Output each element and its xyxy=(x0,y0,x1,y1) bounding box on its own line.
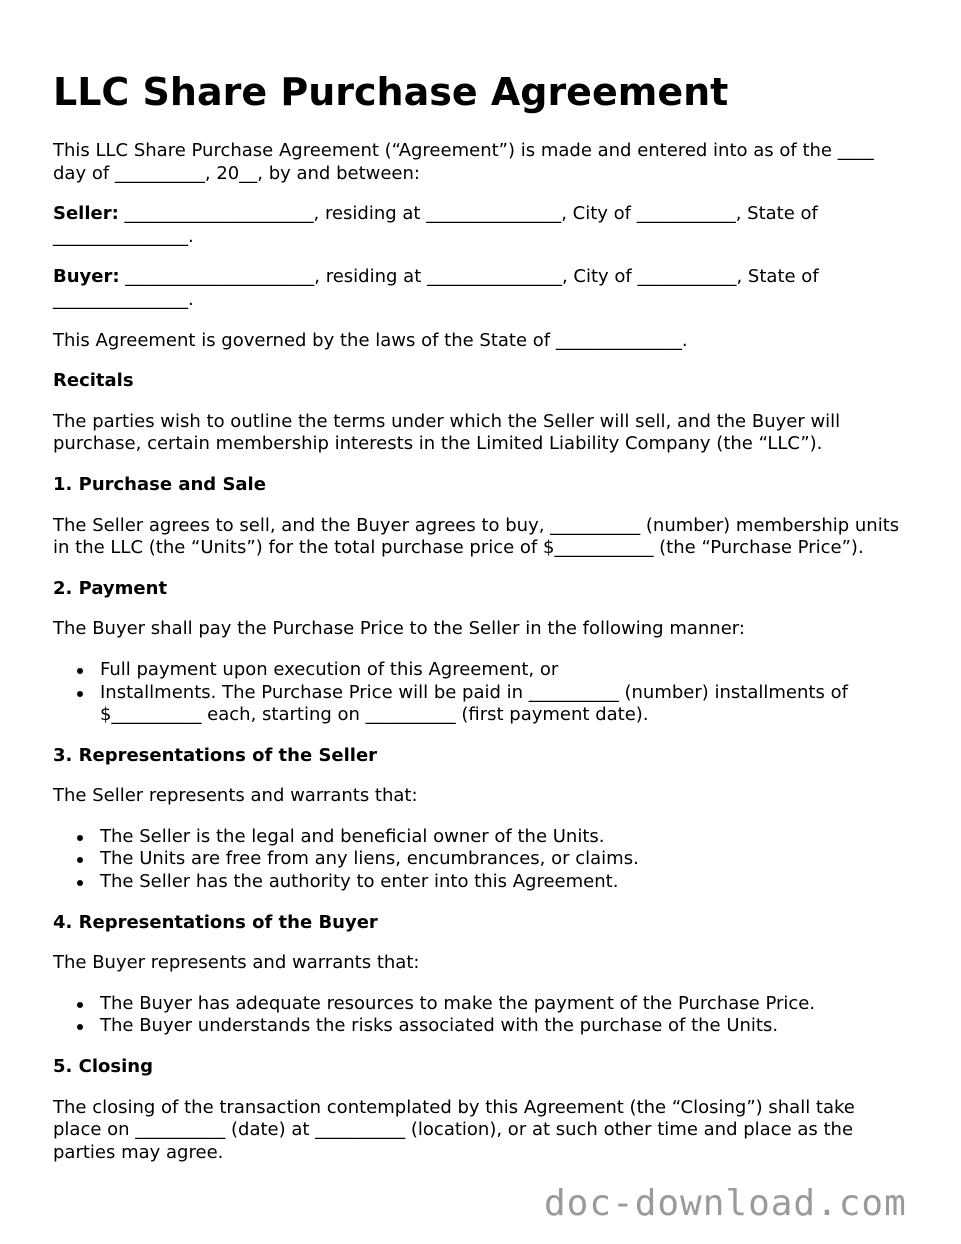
section-4-body: The Buyer represents and warrants that: xyxy=(53,952,420,974)
seller-details: _____________________, residing at _______________, City of ___________, State of _______________. xyxy=(53,203,818,247)
watermark: doc-download.com xyxy=(544,1183,907,1224)
seller-label: Seller: xyxy=(53,203,119,225)
document-page xyxy=(53,0,903,1164)
list-item: The Units are free from any liens, encumbrances, or claims. xyxy=(100,848,903,871)
intro-paragraph: This LLC Share Purchase Agreement (“Agreement”) is made and entered into as of the ____ day of __________, 20__, by and between: xyxy=(53,140,874,184)
list-item: Full payment upon execution of this Agreement, or xyxy=(100,659,903,682)
list-item: Installments. The Purchase Price will be paid in __________ (number) installments of $__________ each, starting on __________ (first payment date). xyxy=(100,682,903,727)
buyer-label: Buyer: xyxy=(53,266,120,288)
buyer-details: _____________________, residing at _______________, City of ___________, State of _______________. xyxy=(53,266,819,310)
seller-representations-list xyxy=(53,826,903,894)
section-5-heading: 5. Closing xyxy=(53,1056,153,1078)
list-item: The Buyer has adequate resources to make the payment of the Purchase Price. xyxy=(100,993,903,1016)
payment-options-list xyxy=(53,659,903,727)
list-item: The Seller is the legal and beneficial owner of the Units. xyxy=(100,826,903,849)
section-2-heading: 2. Payment xyxy=(53,577,168,599)
section-2-body: The Buyer shall pay the Purchase Price to the Seller in the following manner: xyxy=(53,618,745,640)
buyer-paragraph xyxy=(53,266,903,311)
recitals-body: The parties wish to outline the terms under which the Seller will sell, and the Buyer will purchase, certain membership interests in the Limited Liability Company (the “LLC”). xyxy=(53,410,841,455)
seller-paragraph xyxy=(53,203,903,248)
list-item: The Seller has the authority to enter into this Agreement. xyxy=(100,871,903,894)
document-title: LLC Share Purchase Agreement xyxy=(53,70,729,114)
section-1-body: The Seller agrees to sell, and the Buyer agrees to buy, __________ (number) membership units in the LLC (the “Units”) for the total purchase price of $___________ (the “Purchase Price”). xyxy=(53,514,900,559)
section-5-body: The closing of the transaction contemplated by this Agreement (the “Closing”) shall take place on __________ (date) at __________ (location), or at such other time and place as the parties may agree. xyxy=(53,1096,855,1163)
governing-law-paragraph: This Agreement is governed by the laws of the State of ______________. xyxy=(53,329,688,351)
section-3-body: The Seller represents and warrants that: xyxy=(53,785,418,807)
section-4-heading: 4. Representations of the Buyer xyxy=(53,911,378,933)
recitals-heading: Recitals xyxy=(53,370,134,392)
section-1-heading: 1. Purchase and Sale xyxy=(53,473,266,495)
list-item: The Buyer understands the risks associated with the purchase of the Units. xyxy=(100,1015,903,1038)
section-3-heading: 3. Representations of the Seller xyxy=(53,744,378,766)
buyer-representations-list xyxy=(53,993,903,1038)
